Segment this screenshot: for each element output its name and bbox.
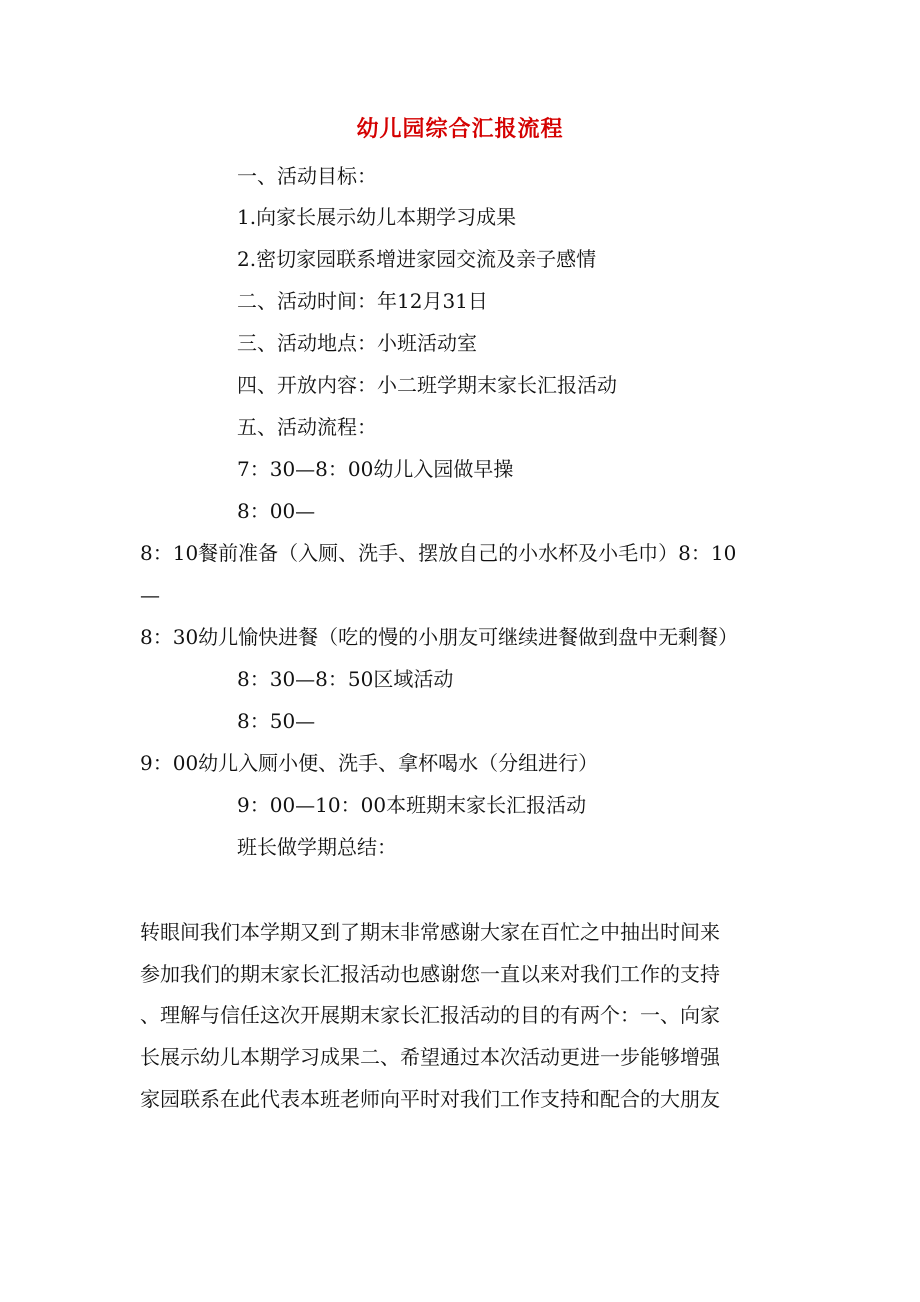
text-line: 8：30—8：50区域活动 bbox=[237, 667, 454, 691]
text-line: 四、开放内容：小二班学期末家长汇报活动 bbox=[237, 373, 617, 397]
paragraph-line: 家园联系在此代表本班老师向平时对我们工作支持和配合的大朋友 bbox=[140, 1087, 720, 1111]
text-line: 8：30幼儿愉快进餐（吃的慢的小朋友可继续进餐做到盘中无剩餐） bbox=[140, 625, 739, 649]
paragraph-line: 长展示幼儿本期学习成果二、希望通过本次活动更进一步能够增强 bbox=[140, 1045, 720, 1069]
text-line: 1.向家长展示幼儿本期学习成果 bbox=[237, 205, 517, 229]
text-line: 9：00幼儿入厕小便、洗手、拿杯喝水（分组进行） bbox=[140, 751, 599, 775]
text-line: — bbox=[140, 583, 160, 607]
paragraph-line: 、理解与信任这次开展期末家长汇报活动的目的有两个：一、向家 bbox=[140, 1003, 720, 1027]
text-line: 2.密切家园联系增进家园交流及亲子感情 bbox=[237, 247, 597, 271]
paragraph-line: 转眼间我们本学期又到了期末非常感谢大家在百忙之中抽出时间来 bbox=[140, 920, 720, 944]
text-line: 班长做学期总结： bbox=[237, 835, 397, 859]
text-line: 8：10餐前准备（入厕、洗手、摆放自己的小水杯及小毛巾）8：10 bbox=[140, 541, 737, 565]
paragraph-line: 参加我们的期末家长汇报活动也感谢您一直以来对我们工作的支持 bbox=[140, 962, 720, 986]
text-line: 五、活动流程： bbox=[237, 415, 377, 439]
text-line: 三、活动地点：小班活动室 bbox=[237, 331, 477, 355]
text-line: 7：30—8：00幼儿入园做早操 bbox=[237, 457, 514, 481]
text-line: 8：50— bbox=[237, 709, 316, 733]
text-line: 一、活动目标： bbox=[237, 164, 377, 188]
text-line: 9：00—10：00本班期末家长汇报活动 bbox=[237, 793, 587, 817]
text-line: 8：00— bbox=[237, 499, 316, 523]
document-title: 幼儿园综合汇报流程 bbox=[356, 116, 564, 142]
text-line: 二、活动时间：年12月31日 bbox=[237, 289, 488, 313]
